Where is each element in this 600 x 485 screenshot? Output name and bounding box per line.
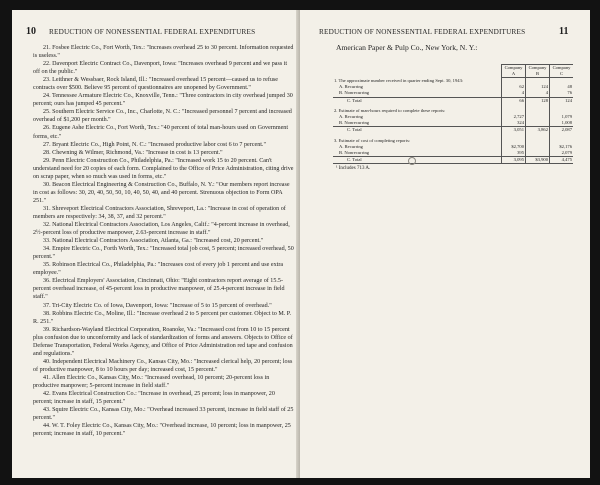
cell-value: 2,727 [502, 114, 526, 120]
list-item: 43. Squire Electric Co., Kansas City, Mo.: "Overhead increased 33 percent, increase in field staff of 25 percent." [33, 407, 294, 422]
total-label: C. Total [333, 97, 502, 104]
page-number: 11 [559, 26, 569, 37]
total-label: C. Total [333, 157, 502, 164]
list-item: 34. Empire Electric Co., Forth Worth, Tex.: "Increased total job cost, 5 percent; increased overhead, 50 percent." [33, 246, 294, 261]
total-row [333, 97, 573, 104]
table-row [333, 150, 573, 157]
cell-value: 124 [526, 84, 550, 90]
cell-value: 48 [550, 84, 574, 90]
list-item: 31. Shreveport Electrical Contractors Association, Shreveport, La.: "Increase in cost of operation of members are respectively: 34, 38, 37, and 32 percent." [33, 205, 286, 220]
table-row [333, 90, 573, 97]
running-head: REDUCTION OF NONESSENTIAL FEDERAL EXPENDITURES [319, 28, 526, 36]
cell-value: 1,079 [550, 114, 574, 120]
total-label: C. Total [333, 127, 502, 134]
list-item: 41. Allen Electric Co., Kansas City, Mo.: "Increased overhead, 10 percent; 20-percent loss in productive manpower; 5-percent increase in field staff." [33, 374, 270, 389]
table-row [333, 120, 573, 127]
section-heading: 1. The approximate number received in quarter ending Sept. 30, 1943: [334, 77, 464, 83]
cell-value: 62 [502, 84, 526, 90]
running-head: REDUCTION OF NONESSENTIAL FEDERAL EXPENDITURES [49, 28, 256, 36]
cell-value: 1,008 [550, 120, 574, 127]
company-heading: American Paper & Pulp Co., New York, N. Y.: [336, 43, 478, 52]
total-row [333, 127, 573, 134]
cell-value: 395 [502, 150, 526, 157]
list-item: 22. Davenport Electric Contract Co., Davenport, Iowa: "Increases overhead 9 percent and we pass it off on the public." [33, 61, 288, 76]
list-item: 38. Robbins Electric Co., Moline, Ill.: "Increase overhead 2 to 5 percent per customer. Object to M. P. R. 251." [33, 310, 292, 325]
list-item: 24. Tennessee Armature Electric Co., Knoxville, Tenn.: "Three contractors in city overhead jumped 30 percent; ours has jumped 45 percent." [33, 93, 293, 108]
punch-hole [408, 157, 416, 165]
column-header: Company B [526, 65, 550, 78]
cell-value [526, 150, 550, 157]
list-item: 21. Fosbee Electric Co., Fort Worth, Tex.: "Increases overhead 25 to 30 percent. Information requested is useless." [33, 45, 294, 60]
list-item: 44. W. T. Foley Electric Co., Kansas City, Mo.: "Overhead increase, 10 percent; loss in manpower, 25 percent; increase in staff, 10 percent." [33, 423, 291, 438]
list-item: 40. Independent Electrical Machinery Co., Kansas City, Mo.: "Increased clerical help, 20 percent; loss of productive manpower, 8 to 10 hours per day; increased cost, 15 percent." [33, 358, 293, 373]
cell-value [526, 120, 550, 127]
list-item: 32. National Electrical Contractors Association, Los Angeles, Calif.: "4-percent increase in overhead, 2½-percent loss of productive manpower, 2.63-percent increase in staff." [33, 222, 290, 237]
total-row [333, 157, 573, 164]
list-item: 30. Beacon Electrical Engineering & Construction Co., Buffalo, N. Y.: "Our members report increase in cost as follows: 30, 20, 40, 50, 50, 10, 40, 50, 40, and 40 percent. Strenuous objection to Form OPA 251." [33, 181, 290, 204]
table-header-row [333, 65, 573, 78]
row-label: A. Recurring [339, 143, 363, 149]
row-label: B. Nonrecurring [339, 90, 370, 96]
row-label: A. Recurring [339, 84, 363, 90]
report-table [333, 64, 573, 164]
item-list [33, 44, 295, 438]
list-item: 42. Evans Electrical Construction Co.: "Increase in overhead, 25 percent; loss in manpower, 20 percent; increase in staff, 15 percent." [33, 391, 275, 406]
cell-value: 2,079 [550, 150, 574, 157]
list-item: 35. Robinson Electrical Co., Philadelphia, Pa.: "Increases cost of every job 1 percent and use extra employee." [33, 262, 284, 277]
column-header: Company C [550, 65, 574, 78]
list-item: 25. Southern Electric Service Co., Inc., Charlotte, N. C.: "Increased personnel 7 percent and increased overhead of $1,200 per month." [33, 109, 292, 124]
section-heading: 2. Estimate of man-hours required to complete these reports: [334, 107, 446, 113]
header-blank [333, 65, 502, 78]
right-page [300, 10, 590, 478]
list-item: 28. Chewning & Wilmer, Richmond, Va.: "Increase in cost is 13 percent." [43, 149, 223, 156]
total-value: 2,087 [550, 127, 574, 134]
total-value: 128 [526, 97, 550, 104]
page-number: 10 [26, 26, 36, 37]
section-heading: 3. Estimate of cost of completing reports: [334, 137, 411, 143]
list-item: 26. Eugene Ashe Electric Co., Fort Worth, Tex.: "40 percent of total man-hours used on Government forms, etc." [33, 125, 289, 140]
total-value: 3,051 [502, 127, 526, 134]
list-item: 36. Electrical Employers' Association, Cincinnati, Ohio: "Eight contractors report average of 15.5-percent overhead increase, of 45-percent loss in productive manpower, of 25.4-percent increase in field staff." [33, 278, 285, 301]
cell-value: $2,700 [502, 144, 526, 150]
cell-value: 324 [502, 120, 526, 127]
total-value: 124 [550, 97, 574, 104]
footnote: ¹ Includes 713 A. [336, 166, 371, 171]
row-label: B. Nonrecurring [339, 149, 370, 155]
list-item: 27. Bryant Electric Co., High Point, N. C.: "Increased productive labor cost 6 to 7 percent." [43, 141, 266, 148]
cell-value: $2,176 [550, 144, 574, 150]
list-item: 29. Penn Electric Construction Co., Philadelphia, Pa.: "Increased work 15 to 20 percent. Can't understand need for 20 copies of each form. Complained to the Office of Price Administration, citing drive on scrap paper, when so much was used in forms, etc." [33, 157, 294, 180]
cell-value: 4 [526, 90, 550, 97]
list-item: 23. Leithner & Wessbaer, Rock Island, Ill.: "Increased overhead 15 percent—caused us to refuse contracts over $500. Believe 95 percent of questionnaires are unopened by Government." [33, 77, 278, 92]
left-page [12, 10, 300, 478]
list-item: 37. Tri-City Electric Co. of Iowa, Davenport, Iowa: "Increase of 5 to 15 percent of overhead." [43, 302, 272, 309]
total-value: 66 [502, 97, 526, 104]
row-label: A. Recurring [339, 113, 363, 119]
column-header: Company A [502, 65, 526, 78]
list-item: 39. Richardson-Wayland Electrical Corporation, Roanoke, Va.: "Increased cost from 10 to 15 percent plus confusion due to unconformity and lack of standardization of forms and answers. Objects to Office of Defense Transportation, Federal Works Agency, and Office of Price Administration red tape and confusion and regulations." [33, 326, 293, 357]
cell-value: 76 [550, 90, 574, 97]
total-value: 3,095 [502, 157, 526, 164]
list-item: 33. National Electrical Contractors Association, Atlanta, Ga.: "Increased cost, 20 percent." [43, 238, 264, 245]
row-label: B. Nonrecurring [339, 120, 370, 126]
total-value: 4,475 [550, 157, 574, 164]
cell-value: 4 [502, 90, 526, 97]
total-value: 3,862 [526, 127, 550, 134]
total-value: $3,900 [526, 157, 550, 164]
